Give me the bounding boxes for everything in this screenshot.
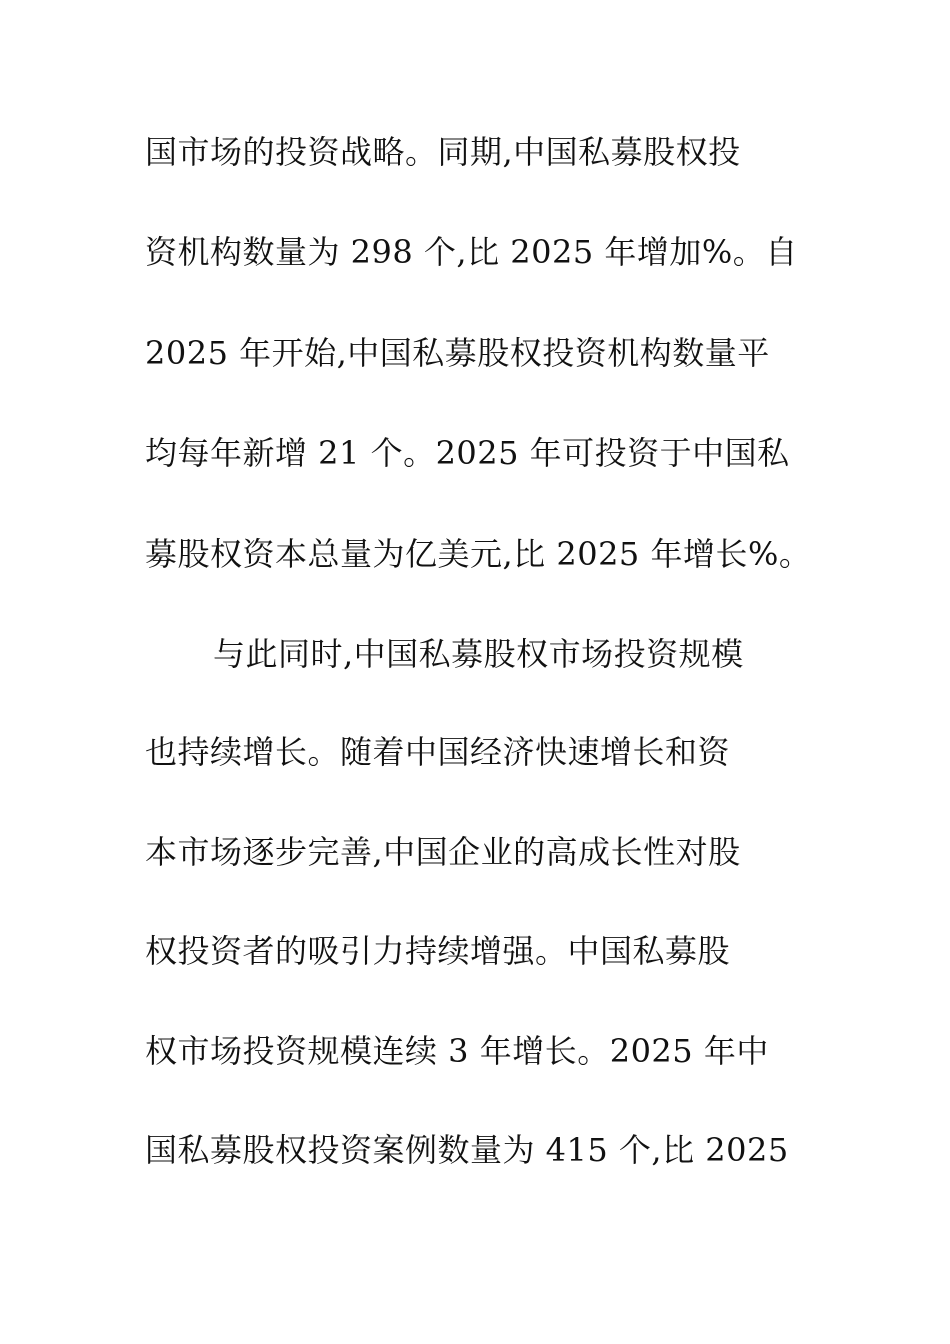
text-line-7: 也持续增长。随着中国经济快速增长和资 <box>145 733 731 771</box>
text-line-3: 2025 年开始,中国私募股权投资机构数量平 <box>145 334 770 372</box>
text-line-9: 权投资者的吸引力持续增强。中国私募股 <box>145 932 731 970</box>
text-line-4: 均每年新增 21 个。2025 年可投资于中国私 <box>145 434 790 472</box>
text-line-10: 权市场投资规模连续 3 年增长。2025 年中 <box>145 1032 769 1070</box>
text-line-2: 资机构数量为 298 个,比 2025 年增加%。自 <box>145 233 798 271</box>
text-line-5: 募股权资本总量为亿美元,比 2025 年增长%。 <box>145 535 812 573</box>
text-line-1: 国市场的投资战略。同期,中国私募股权投 <box>145 133 741 171</box>
paragraph-start-line: 与此同时,中国私募股权市场投资规模 <box>213 635 744 673</box>
text-line-8: 本市场逐步完善,中国企业的高成长性对股 <box>145 833 741 871</box>
text-line-11: 国私募股权投资案例数量为 415 个,比 2025 <box>145 1131 789 1169</box>
